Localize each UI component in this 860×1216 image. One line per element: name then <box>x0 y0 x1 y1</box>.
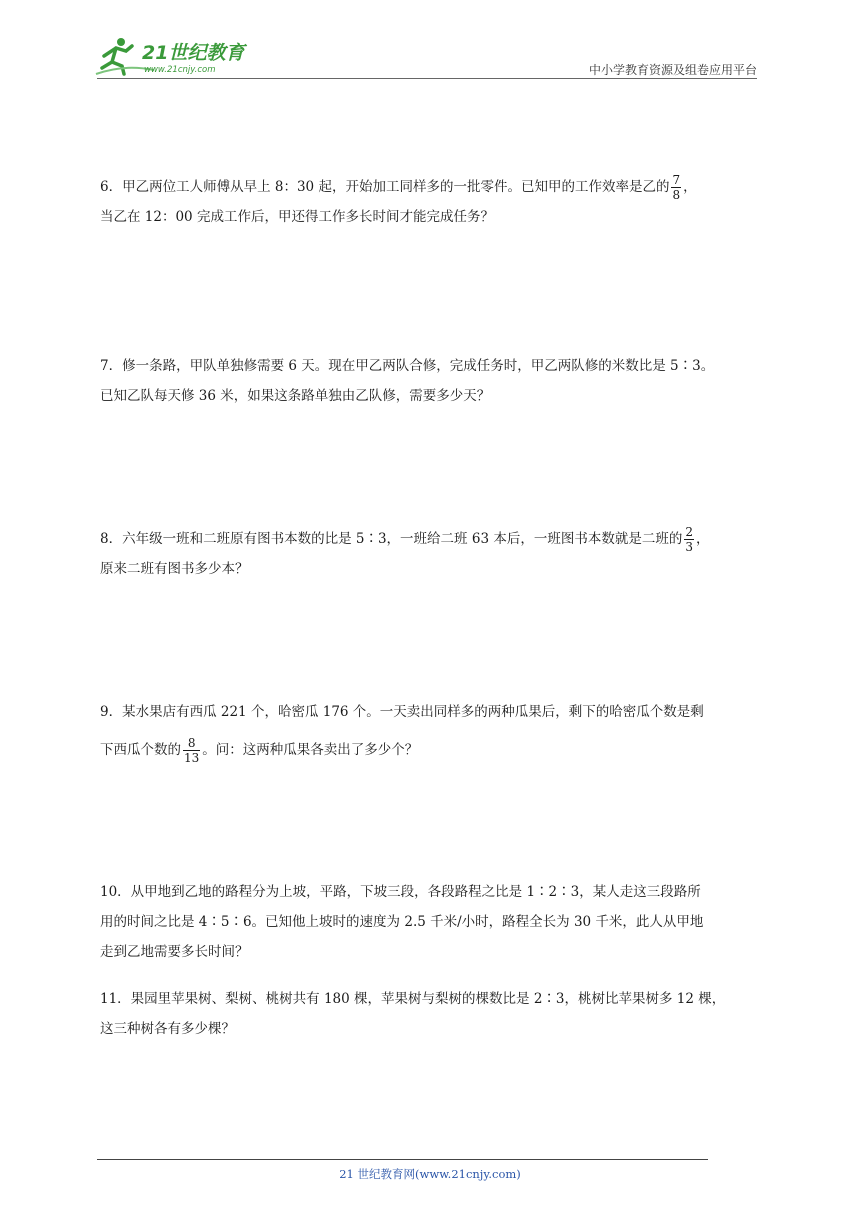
question-line: 9．某水果店有西瓜 221 个，哈密瓜 176 个。一天卖出同样多的两种瓜果后，剩下的哈密瓜个数是剩 <box>100 704 704 720</box>
question-11 <box>100 984 765 1044</box>
question-10 <box>100 877 765 967</box>
fraction <box>671 173 681 202</box>
fraction-denominator: 8 <box>672 188 681 202</box>
question-6 <box>100 172 765 232</box>
fraction <box>183 736 200 765</box>
question-line: 11．果园里苹果树、梨树、桃树共有 180 棵，苹果树与梨树的棵数比是 2∶3，桃树比苹果树多 12 棵， <box>100 991 726 1007</box>
question-line <box>100 524 765 554</box>
question-line: 走到乙地需要多长时间？ <box>100 944 249 960</box>
question-text: 。问：这两种瓜果各卖出了多少个？ <box>202 742 419 758</box>
fraction-denominator: 3 <box>685 540 693 554</box>
fraction-denominator: 13 <box>184 751 200 765</box>
logo-text: 21世纪教育 <box>142 42 245 64</box>
header-divider <box>97 78 757 79</box>
fraction <box>684 525 694 554</box>
question-line: 原来二班有图书多少本？ <box>100 561 249 577</box>
question-9 <box>100 697 765 765</box>
question-text: 8．六年级一班和二班原有图书本数的比是 5∶3，一班给二班 63 本后，一班图书本数就是二班的 <box>100 531 683 547</box>
fraction-numerator: 8 <box>183 736 200 751</box>
question-line <box>100 735 765 765</box>
logo-url: www.21cnjy.com <box>144 65 216 75</box>
question-line: 这三种树各有多少棵？ <box>100 1021 235 1037</box>
question-line: 已知乙队每天修 36 米，如果这条路单独由乙队修，需要多少天？ <box>100 388 491 404</box>
question-text: ， <box>683 179 697 195</box>
platform-title: 中小学教育资源及组卷应用平台 <box>588 63 757 77</box>
site-logo <box>94 34 259 78</box>
question-text: 6．甲乙两位工人师傅从早上 8：30 起，开始加工同样多的一批零件。已知甲的工作效率是乙的 <box>100 179 670 195</box>
footer-divider <box>97 1159 708 1160</box>
question-8 <box>100 524 765 584</box>
question-line: 当乙在 12：00 完成工作后，甲还得工作多长时间才能完成任务？ <box>100 209 494 225</box>
question-text: ， <box>695 531 710 547</box>
question-text: 下西瓜个数的 <box>100 742 181 758</box>
footer-link[interactable]: 21 世纪教育网(www.21cnjy.com) <box>339 1167 521 1181</box>
question-line: 7．修一条路，甲队单独修需要 6 天。现在甲乙两队合修，完成任务时，甲乙两队修的米数比是 5∶3。 <box>100 358 715 374</box>
question-line: 用的时间之比是 4∶5∶6。已知他上坡时的速度为 2.5 千米/小时，路程全长为 30 千米，此人从甲地 <box>100 914 704 930</box>
question-line: 10．从甲地到乙地的路程分为上坡，平路，下坡三段，各段路程之比是 1∶2∶3，某人走这三段路所 <box>100 884 701 900</box>
fraction-numerator: 2 <box>685 525 693 539</box>
question-7 <box>100 351 765 411</box>
fraction-numerator: 7 <box>672 173 681 187</box>
question-line <box>100 172 765 202</box>
